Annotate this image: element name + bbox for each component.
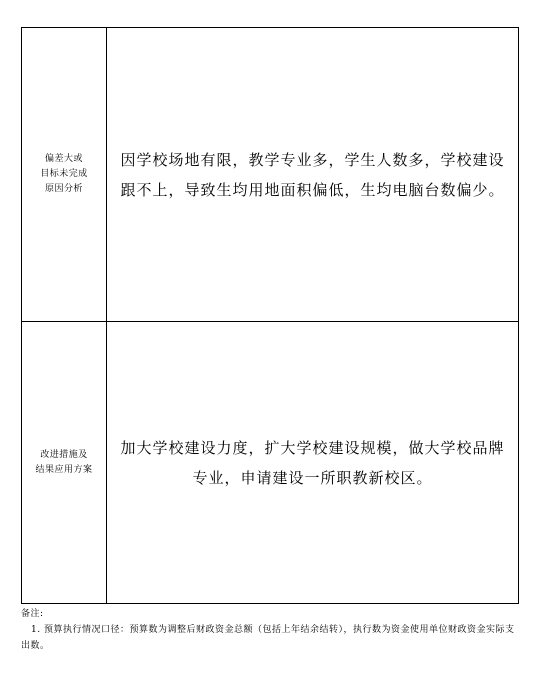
table-row-deviation-analysis	[22, 28, 518, 322]
row-label-cell	[22, 322, 107, 603]
table-row-improvement-plan	[22, 322, 518, 603]
note-item: 1. 预算执行情况口径：预算数为调整后财政资金总额（包括上年结余结转），执行数为资金使用单位财政资金实际支出数。	[21, 625, 515, 651]
notes-heading: 备注:	[21, 609, 44, 619]
evaluation-table	[21, 27, 519, 604]
row-content-cell	[107, 322, 518, 603]
row-label-improvement-plan: 改进措施及 结果应用方案	[35, 449, 93, 475]
deviation-analysis-text: 因学校场地有限，教学专业多，学生人数多，学校建设 跟不上，导致生均用地面积偏低，生均电脑台数偏少。	[120, 150, 505, 199]
row-content-cell	[107, 28, 518, 321]
notes-section	[21, 606, 521, 654]
row-label-cell	[22, 28, 107, 321]
row-label-deviation-analysis: 偏差大或 目标未完成 原因分析	[40, 154, 88, 194]
improvement-plan-text: 加大学校建设力度，扩大学校建设规模，做大学校品牌 专业，申请建设一所职教新校区。	[120, 438, 505, 487]
